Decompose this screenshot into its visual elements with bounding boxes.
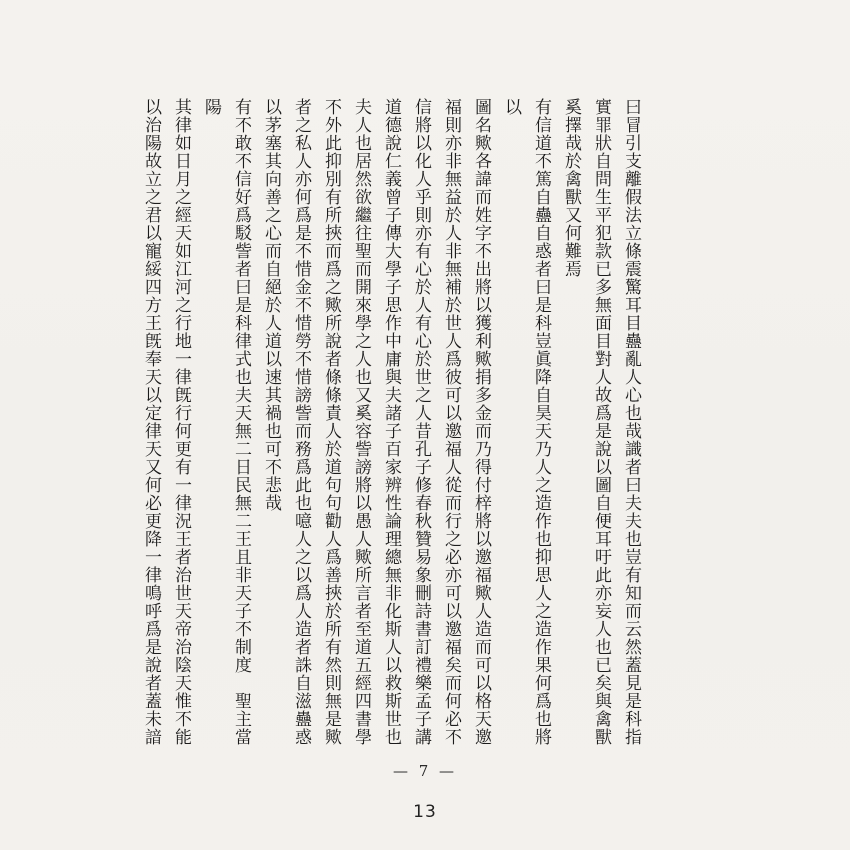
text-column: 信將以化人乎則亦有心於人有心於世之人昔孔子修春秋贊易象刪詩書訂禮樂孟子講: [411, 98, 431, 746]
text-column: 道德說仁義曾子傳大學子思作中庸與夫諸子百家辨性論理總無非化斯人以救斯世也: [381, 98, 401, 746]
text-column: 夫人也居然欲繼往聖而開來學之人也又奚容訾謗將以愚人歟所言者至道五經四書學: [351, 98, 371, 746]
text-column: 奚擇哉於禽獸又何難焉: [561, 98, 581, 278]
text-column: 有不敢不信好爲駁訾者曰是科律式也夫天無二日民無二王且非天子不制度 聖主當陽: [201, 98, 251, 746]
text-column: 有信道不篤自蠱自惑者曰是科豈眞降自昊天乃人之造作也抑思人之造作果何爲也將以: [501, 98, 551, 746]
vertical-text-block: [136, 98, 646, 750]
page-number: — 7 —: [392, 762, 458, 780]
text-column: 福則亦非無益於人非無補於世人爲彼可以邀福人從而行之必亦可以邀福矣而何必不: [441, 98, 461, 746]
text-column: 者之私人亦何爲是不惜金不惜勞不惜謗訾而務爲此也噫人之以爲人造者誅自滋蠱惑: [291, 98, 311, 746]
text-column: 其律如日月之經天如江河之行地一律旣行何更有一律況王者治世天帝治陰天惟不能: [171, 98, 191, 746]
text-column: 以茅塞其向善之心而自絕於人道以速其禍也可不悲哉: [261, 98, 281, 512]
text-column: 圖名歟各諱而姓字不出將以獲利歟捐多金而乃得付梓將以邀福歟人造而可以格天邀: [471, 98, 491, 746]
text-column: 不外此抑別有所挾而爲之歟所說者條條責人於道句句勸人爲善挾於所有然則無是歟: [321, 98, 341, 746]
text-column: 實罪狀自問生平犯款已多無面目對人故爲是說以圖自便耳吁此亦妄人也已矣與禽獸: [591, 98, 611, 746]
sheet-number: 13: [413, 802, 437, 822]
text-column: 以治陽故立之君以寵綏四方王旣奉天以定律天又何必更降一律鳴呼爲是說者蓋未諳: [141, 98, 161, 746]
text-column: 曰冒引支離假法立條震驚耳目蠱亂人心也哉識者曰夫夫也豈有知而云然蓋見是科指: [621, 98, 641, 746]
